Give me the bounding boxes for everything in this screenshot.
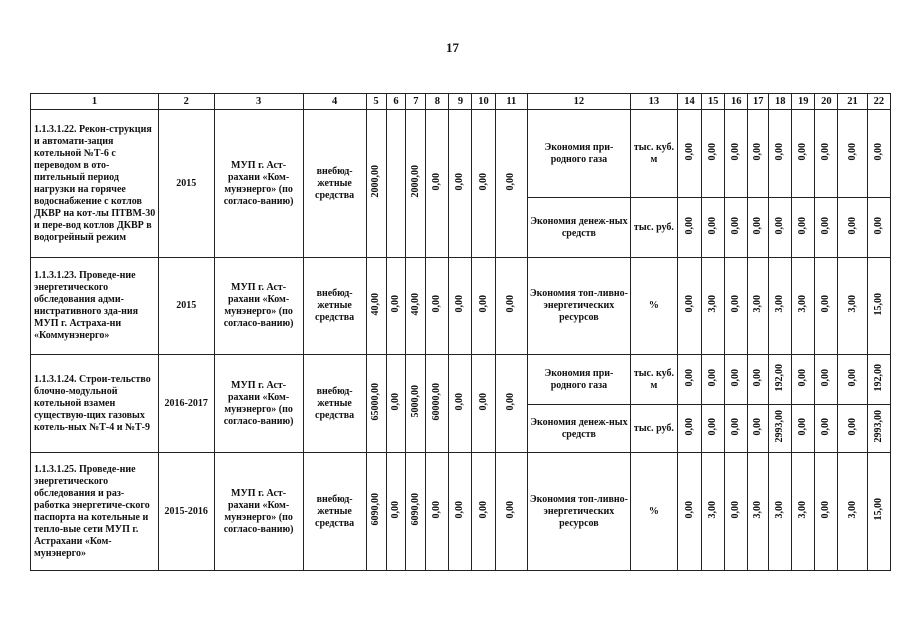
indicator-value-text: 0,00 (683, 417, 695, 436)
indicator-value (815, 110, 838, 198)
indicator-value (815, 258, 838, 355)
financing-value (386, 110, 406, 258)
indicator-unit: тыс. куб. м (630, 110, 677, 198)
column-number: 7 (406, 94, 426, 110)
indicator-value-text: 0,00 (730, 500, 742, 519)
indicator-value-text: 0,00 (730, 295, 742, 313)
indicator-value (748, 453, 769, 571)
indicator-value (867, 258, 890, 355)
column-number: 21 (838, 94, 867, 110)
indicator-value (725, 405, 748, 453)
financing-value (366, 110, 386, 258)
indicator-value (867, 198, 890, 258)
funding-source: внебюд-жетные средства (303, 258, 366, 355)
financing-value (406, 355, 426, 453)
period: 2016-2017 (158, 355, 214, 453)
indicator-value-text: 0,00 (846, 216, 858, 235)
indicator-value (769, 110, 792, 198)
financing-value-text: 0,00 (477, 500, 489, 519)
measure-name: 1.1.3.1.23. Проведе-ние энергетического обследования адми-нистративного зда-ния МУП г. Астраха-ни «Коммунэнерго» (31, 258, 159, 355)
column-number: 13 (630, 94, 677, 110)
indicator-value (815, 355, 838, 405)
financing-value-text: 0,00 (454, 392, 466, 411)
column-number: 17 (748, 94, 769, 110)
indicator-value (702, 258, 725, 355)
column-number: 9 (449, 94, 472, 110)
indicator-value-text: 3,00 (752, 295, 764, 313)
indicator-value-text: 3,00 (846, 295, 858, 313)
indicator-value-text: 2993,00 (774, 410, 786, 443)
financing-value-text: 65000,00 (370, 382, 382, 421)
indicator-value-text: 0,00 (752, 417, 764, 436)
table-row (31, 258, 891, 355)
financing-value (406, 453, 426, 571)
financing-value (495, 453, 528, 571)
financing-value (386, 453, 406, 571)
indicator-value (702, 355, 725, 405)
indicator-label: Экономия при-родного газа (528, 110, 631, 198)
indicator-value-text: 0,00 (683, 500, 695, 519)
funding-source: внебюд-жетные средства (303, 110, 366, 258)
indicator-label: Экономия денеж-ных средств (528, 405, 631, 453)
indicator-value (677, 355, 701, 405)
financing-value (426, 258, 449, 355)
indicator-value (702, 453, 725, 571)
financing-value-text: 0,00 (431, 295, 443, 313)
measure-name: 1.1.3.1.25. Проведе-ние энергетического обследования и раз-работка энергетиче-ского паспорта на котельные и тепло-вые сети МУП г. Астрахани «Ком-мунэнерго» (31, 453, 159, 571)
financing-value-text: 0,00 (477, 172, 489, 191)
financing-value (426, 453, 449, 571)
indicator-label: Экономия денеж-ных средств (528, 198, 631, 258)
indicator-value-text: 0,00 (774, 142, 786, 161)
indicator-label: Экономия топ-ливно-энергетических ресурсов (528, 453, 631, 571)
column-number: 16 (725, 94, 748, 110)
indicator-value-text: 3,00 (774, 500, 786, 519)
indicator-value (815, 405, 838, 453)
indicator-value-text: 0,00 (774, 216, 786, 235)
financing-value (449, 258, 472, 355)
indicator-value-text: 0,00 (820, 142, 832, 161)
indicator-value-text: 15,00 (872, 498, 884, 521)
indicator-value-text: 0,00 (707, 368, 719, 387)
indicator-value-text: 0,00 (820, 417, 832, 436)
financing-value (472, 110, 495, 258)
financing-value-text: 0,00 (431, 500, 443, 519)
indicator-value-text: 0,00 (797, 142, 809, 161)
indicator-value-text: 0,00 (846, 417, 858, 436)
indicator-label: Экономия топ-ливно-энергетических ресурсов (528, 258, 631, 355)
indicator-value (677, 258, 701, 355)
indicator-value (702, 198, 725, 258)
column-number: 18 (769, 94, 792, 110)
column-number: 11 (495, 94, 528, 110)
executor: МУП г. Аст-рахани «Ком-мунэнерго» (по согласо-ванию) (214, 355, 303, 453)
financing-value-text: 0,00 (431, 172, 443, 191)
financing-value-text: 6090,00 (370, 493, 382, 526)
indicator-value (748, 355, 769, 405)
indicator-value (792, 405, 815, 453)
indicator-value-text: 0,00 (730, 368, 742, 387)
financing-value-text: 0,00 (505, 500, 517, 519)
indicator-unit: тыс. руб. (630, 405, 677, 453)
indicator-value (792, 453, 815, 571)
table-row (31, 110, 891, 198)
indicator-unit: % (630, 453, 677, 571)
indicator-value-text: 0,00 (683, 216, 695, 235)
indicator-value (838, 198, 867, 258)
indicator-unit: тыс. куб. м (630, 355, 677, 405)
financing-value (426, 355, 449, 453)
column-number: 15 (702, 94, 725, 110)
column-number: 2 (158, 94, 214, 110)
indicator-value-text: 0,00 (797, 216, 809, 235)
column-number: 14 (677, 94, 701, 110)
indicator-value-text: 0,00 (707, 417, 719, 436)
financing-value-text: 2000,00 (409, 165, 421, 198)
header-row (31, 94, 891, 110)
indicator-value-text: 3,00 (774, 295, 786, 313)
financing-value (386, 258, 406, 355)
indicator-value (769, 198, 792, 258)
financing-value (495, 258, 528, 355)
table-row (31, 355, 891, 405)
financing-value-text: 6090,00 (409, 493, 421, 526)
financing-value-text: 2000,00 (370, 165, 382, 198)
financing-value (449, 110, 472, 258)
indicator-value (769, 355, 792, 405)
indicator-value-text: 0,00 (683, 368, 695, 387)
indicator-value (677, 110, 701, 198)
indicator-value (725, 110, 748, 198)
financing-value-text: 0,00 (389, 500, 401, 519)
financing-value (472, 355, 495, 453)
column-number: 6 (386, 94, 406, 110)
indicator-value (677, 405, 701, 453)
indicator-value (792, 110, 815, 198)
financing-value-text: 0,00 (454, 172, 466, 191)
financing-value (386, 355, 406, 453)
indicator-value (792, 355, 815, 405)
indicator-value-text: 0,00 (820, 216, 832, 235)
indicator-label: Экономия при-родного газа (528, 355, 631, 405)
indicator-value (748, 405, 769, 453)
indicator-value-text: 0,00 (707, 142, 719, 161)
indicator-value (867, 405, 890, 453)
indicator-value (769, 258, 792, 355)
financing-value-text: 5000,00 (409, 385, 421, 418)
indicator-value (725, 355, 748, 405)
indicator-value-text: 3,00 (752, 500, 764, 519)
period: 2015 (158, 258, 214, 355)
financing-value (366, 355, 386, 453)
indicator-value-text: 0,00 (752, 142, 764, 161)
indicator-value (769, 405, 792, 453)
indicator-value-text: 2993,00 (872, 410, 884, 443)
program-table (30, 93, 891, 571)
indicator-value-text: 15,00 (872, 292, 884, 316)
financing-value (406, 110, 426, 258)
indicator-value-text: 0,00 (820, 368, 832, 387)
funding-source: внебюд-жетные средства (303, 355, 366, 453)
financing-value-text: 60000,00 (431, 382, 443, 421)
indicator-value-text: 0,00 (797, 417, 809, 436)
financing-value (495, 110, 528, 258)
indicator-value-text: 192,00 (774, 363, 786, 392)
measure-name: 1.1.3.1.24. Строи-тельство блочно-модульной котельной взамен существую-щих газовых котель-ных №Т-4 и №Т-9 (31, 355, 159, 453)
indicator-value (815, 453, 838, 571)
executor: МУП г. Аст-рахани «Ком-мунэнерго» (по согласо-ванию) (214, 110, 303, 258)
financing-value (449, 453, 472, 571)
indicator-value (748, 198, 769, 258)
column-number: 4 (303, 94, 366, 110)
financing-value-text: 40,00 (370, 292, 382, 316)
indicator-value (769, 453, 792, 571)
column-number: 8 (426, 94, 449, 110)
indicator-value (792, 258, 815, 355)
indicator-value-text: 0,00 (872, 216, 884, 235)
table-row (31, 453, 891, 571)
indicator-value (702, 405, 725, 453)
indicator-value-text: 0,00 (707, 216, 719, 235)
indicator-value-text: 0,00 (846, 142, 858, 161)
financing-value (472, 453, 495, 571)
indicator-value (838, 453, 867, 571)
indicator-value (725, 198, 748, 258)
indicator-value-text: 192,00 (872, 363, 884, 392)
financing-value (472, 258, 495, 355)
financing-value (449, 355, 472, 453)
column-number: 3 (214, 94, 303, 110)
indicator-value (725, 258, 748, 355)
financing-value-text: 0,00 (454, 500, 466, 519)
indicator-value (748, 258, 769, 355)
financing-value-text: 0,00 (505, 295, 517, 313)
indicator-value-text: 0,00 (846, 368, 858, 387)
indicator-value (702, 110, 725, 198)
indicator-value-text: 0,00 (820, 295, 832, 313)
column-number: 10 (472, 94, 495, 110)
financing-value-text: 0,00 (389, 295, 401, 313)
indicator-value-text: 3,00 (707, 500, 719, 519)
financing-value-text: 0,00 (505, 172, 517, 191)
indicator-unit: % (630, 258, 677, 355)
measure-name: 1.1.3.1.22. Рекон-струкция и автомати-зация котельной №Т-6 с переводом в ото-пительный период нагрузки на горячее водоснабжение с котлов ДКВР на кот-лы ПТВМ-30 и пере-вод котлов ДКВР в водогрейный режим (31, 110, 159, 258)
column-number: 5 (366, 94, 386, 110)
indicator-value (748, 110, 769, 198)
indicator-value-text: 0,00 (730, 142, 742, 161)
indicator-unit: тыс. руб. (630, 198, 677, 258)
column-number: 1 (31, 94, 159, 110)
indicator-value (838, 405, 867, 453)
indicator-value (838, 355, 867, 405)
table-body (31, 94, 891, 571)
financing-value (366, 453, 386, 571)
indicator-value (867, 355, 890, 405)
indicator-value (792, 198, 815, 258)
indicator-value-text: 3,00 (707, 295, 719, 313)
indicator-value-text: 0,00 (820, 500, 832, 519)
indicator-value-text: 3,00 (846, 500, 858, 519)
indicator-value-text: 0,00 (683, 295, 695, 313)
indicator-value (815, 198, 838, 258)
indicator-value-text: 0,00 (797, 368, 809, 387)
financing-value (426, 110, 449, 258)
period: 2015-2016 (158, 453, 214, 571)
indicator-value (677, 198, 701, 258)
column-number: 12 (528, 94, 631, 110)
indicator-value-text: 0,00 (752, 216, 764, 235)
financing-value-text: 0,00 (505, 392, 517, 411)
financing-value (406, 258, 426, 355)
page-number: 17 (446, 40, 459, 55)
financing-value (366, 258, 386, 355)
financing-value-text: 0,00 (477, 295, 489, 313)
executor: МУП г. Аст-рахани «Ком-мунэнерго» (по согласо-ванию) (214, 258, 303, 355)
indicator-value-text: 3,00 (797, 500, 809, 519)
indicator-value (838, 258, 867, 355)
indicator-value-text: 0,00 (730, 216, 742, 235)
indicator-value-text: 3,00 (797, 295, 809, 313)
indicator-value-text: 0,00 (752, 368, 764, 387)
financing-value-text: 0,00 (477, 392, 489, 411)
financing-value-text: 40,00 (409, 292, 421, 316)
indicator-value (867, 110, 890, 198)
financing-value-text: 0,00 (389, 392, 401, 411)
funding-source: внебюд-жетные средства (303, 453, 366, 571)
indicator-value (725, 453, 748, 571)
indicator-value-text: 0,00 (683, 142, 695, 161)
column-number: 19 (792, 94, 815, 110)
indicator-value (867, 453, 890, 571)
column-number: 20 (815, 94, 838, 110)
financing-value-text: 0,00 (454, 295, 466, 313)
indicator-value-text: 0,00 (872, 142, 884, 161)
financing-value (495, 355, 528, 453)
period: 2015 (158, 110, 214, 258)
indicator-value (677, 453, 701, 571)
executor: МУП г. Аст-рахани «Ком-мунэнерго» (по согласо-ванию) (214, 453, 303, 571)
indicator-value-text: 0,00 (730, 417, 742, 436)
indicator-value (838, 110, 867, 198)
column-number: 22 (867, 94, 890, 110)
